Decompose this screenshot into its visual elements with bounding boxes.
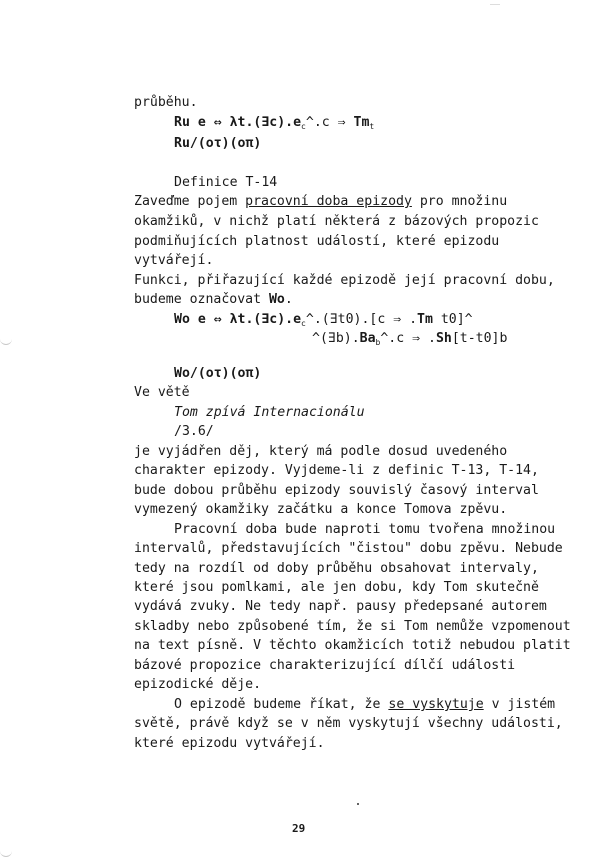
- text-line: [134, 194, 507, 210]
- formula-subscript: c: [301, 122, 306, 131]
- formula-wo-type: Wo/(οτ)(οπ): [174, 366, 262, 381]
- text-line: průběhu.: [134, 95, 198, 110]
- text-part: Wo: [268, 292, 285, 307]
- formula-subscript: t: [369, 122, 375, 131]
- text-line: epizodické děje.: [134, 677, 262, 692]
- scan-artifact: [490, 4, 500, 5]
- formula-part: t0]^: [432, 312, 473, 327]
- text-line: je vyjádřen děj, který má podle dosud uvedeného: [134, 444, 508, 459]
- formula-ru-definition: [174, 115, 374, 135]
- text-line: skladby nebo způsobené tím, že si Tom nemůže vzpomenout: [134, 619, 571, 634]
- text-line: bázové propozice charakterizující dílčí události: [134, 658, 516, 673]
- text-line: intervalů, představujících "čistou" dobu zpěvu. Nebude: [134, 541, 563, 556]
- defined-term: pracovní doba epizody: [245, 194, 412, 209]
- margin-mark: [0, 336, 12, 345]
- example-number: /3.6/: [174, 424, 214, 439]
- formula-wo-definition: [174, 312, 473, 332]
- example-sentence: Tom zpívá Internacionálu: [174, 405, 365, 420]
- formula-part: ^.c ⇒: [305, 115, 354, 130]
- formula-part: Wo e ⇔ λt.(∃c).e: [174, 312, 302, 327]
- formula-part: Ru e ⇔ λt.(∃c).e: [174, 115, 302, 130]
- text-line: Pracovní doba bude naproti tomu tvořena množinou: [174, 522, 556, 537]
- formula-part: Ba: [359, 331, 376, 346]
- text-line: [134, 292, 293, 308]
- margin-mark: [0, 848, 12, 857]
- text-line: na text písně. V těchto okamžicích totiž nebudou platit: [134, 638, 571, 653]
- definition-heading: Definice T-14: [174, 175, 278, 190]
- text-line: okamžiků, v nichž platí některá z bázových propozic: [134, 214, 539, 229]
- formula-part: ^.(∃t0).[c ⇒ .: [305, 312, 418, 327]
- text-part: budeme označovat: [134, 292, 269, 307]
- formula-part: ^(∃b).: [312, 331, 360, 346]
- text-part: v jistém: [483, 697, 556, 712]
- formula-part: [t-t0]b: [451, 331, 508, 346]
- text-line: bude dobou průběhu epizody souvislý časový interval: [134, 483, 539, 498]
- text-line: které jsou pomlkami, ale jen dobu, kdy Tom skutečně: [134, 580, 539, 595]
- stray-dot: [357, 803, 359, 805]
- text-part: pro množinu: [411, 194, 508, 209]
- defined-term: se vyskytuje: [388, 697, 484, 712]
- text-part: .: [284, 292, 293, 307]
- text-line: vydává zvuky. Ne tedy např. pausy předepsané autorem: [134, 599, 547, 614]
- formula-ru-type: Ru/(οτ)(οπ): [174, 136, 262, 151]
- text-line: které epizodu vytvářejí.: [134, 736, 325, 751]
- text-line: vymezený okamžiky začátku a konce Tomova zpěvu.: [134, 502, 508, 517]
- text-line: vytvářejí.: [134, 253, 214, 268]
- formula-part: Tm: [353, 115, 370, 130]
- formula-part: ^.c ⇒ .: [380, 331, 436, 346]
- formula-part: Tm: [417, 312, 433, 327]
- text-part: O epizodě budeme říkat, že: [174, 697, 389, 712]
- text-line: Funkci, přiřazující každé epizodě její pracovní dobu,: [134, 273, 555, 288]
- text-line: [174, 697, 555, 713]
- text-line: Ve větě: [134, 385, 190, 400]
- text-line: světě, právě když se v něm vyskytují všechny události,: [134, 716, 563, 731]
- text-line: tedy na rozdíl od doby průběhu obsahovat intervaly,: [134, 561, 539, 576]
- page-number: 29: [292, 822, 306, 835]
- formula-subscript: c: [301, 319, 306, 328]
- formula-subscript: b: [375, 338, 381, 347]
- text-line: podmiňujících platnost událostí, které epizodu: [134, 234, 500, 249]
- formula-wo-continuation: [312, 331, 507, 351]
- formula-part: Sh: [435, 331, 452, 346]
- text-line: charakter epizody. Vyjdeme-li z definic T-13, T-14,: [134, 463, 539, 478]
- text-part: Zaveďme pojem: [134, 194, 246, 209]
